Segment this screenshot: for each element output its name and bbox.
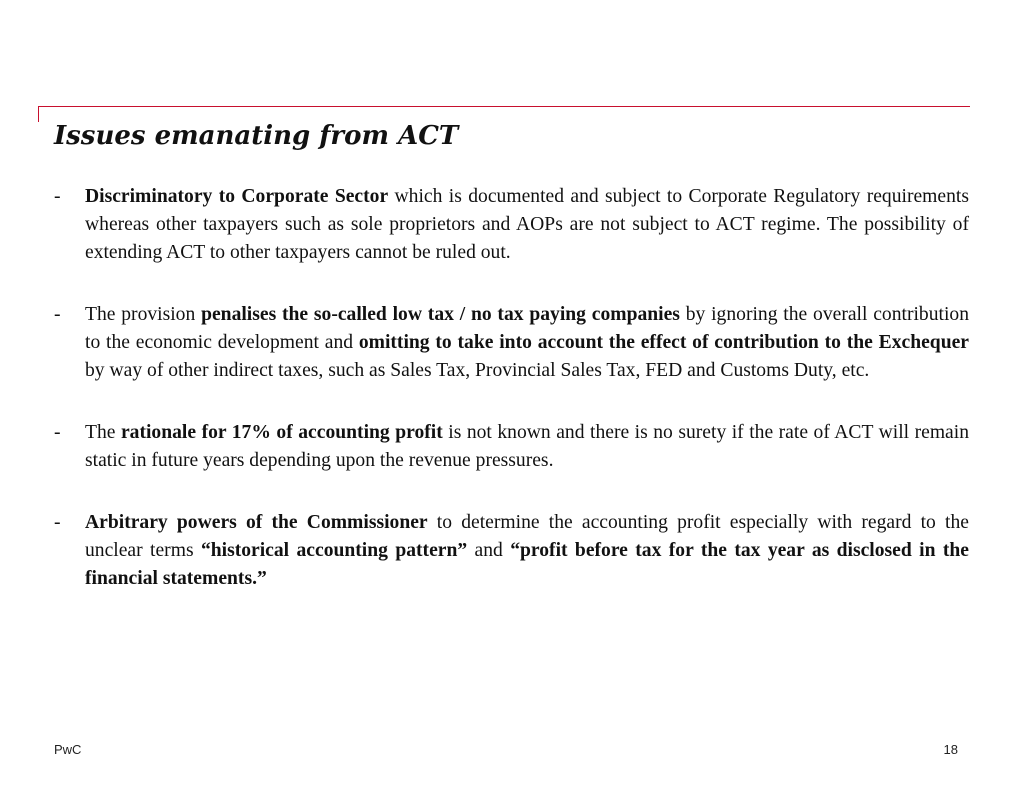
bullet-dash: - [54,304,61,325]
bullet-text: and [467,540,511,561]
title-rule-tick [38,106,39,122]
bullet-emphasis: Arbitrary powers of the Commissioner [85,512,428,533]
bullet-emphasis: penalises the so-called low tax / no tax paying companies [201,304,680,325]
bullet-emphasis: Discriminatory to Corporate Sector [85,186,389,207]
bullet-penalises [54,301,969,385]
bullet-emphasis: rationale for 17% of accounting profit [120,422,443,443]
title-rule [38,106,970,107]
bullet-text: by way of other indirect taxes, such as Sales Tax, Provincial Sales Tax, FED and Customs Duty, etc. [85,360,870,381]
bullet-discriminatory [54,183,969,267]
slide-title: Issues emanating from ACT [54,121,459,151]
bullet-text: by ignoring the overall contribution to the economic development and [85,304,969,353]
page-number: 18 [943,742,958,757]
bullet-dash: - [54,186,61,207]
bullet-text: The [85,422,121,443]
bullet-list [54,183,969,593]
bullet-text: is not known and there is no surety if the rate of ACT will remain static in future years depending upon the revenue pressures. [85,422,969,471]
bullet-dash: - [54,512,61,533]
bullet-emphasis: omitting to take into account the effect of contribution to the Exchequer [358,332,969,353]
bullet-dash: - [54,422,61,443]
bullet-arbitrary-powers [54,509,969,593]
bullet-emphasis: “historical accounting pattern” [200,540,468,561]
bullet-rationale [54,419,969,475]
footer-brand: PwC [54,742,82,757]
bullet-emphasis: “profit before tax for the tax year as disclosed in the financial statements.” [85,540,969,589]
bullet-text: which is documented and subject to Corporate Regulatory requirements whereas other taxpayers such as sole proprietors and AOPs are not subject to ACT regime. The possibility of extending ACT to other taxpayers cannot be ruled out. [85,186,969,263]
bullet-text: The provision [85,304,202,325]
bullet-text: to determine the accounting profit especially with regard to the unclear terms [85,512,969,561]
